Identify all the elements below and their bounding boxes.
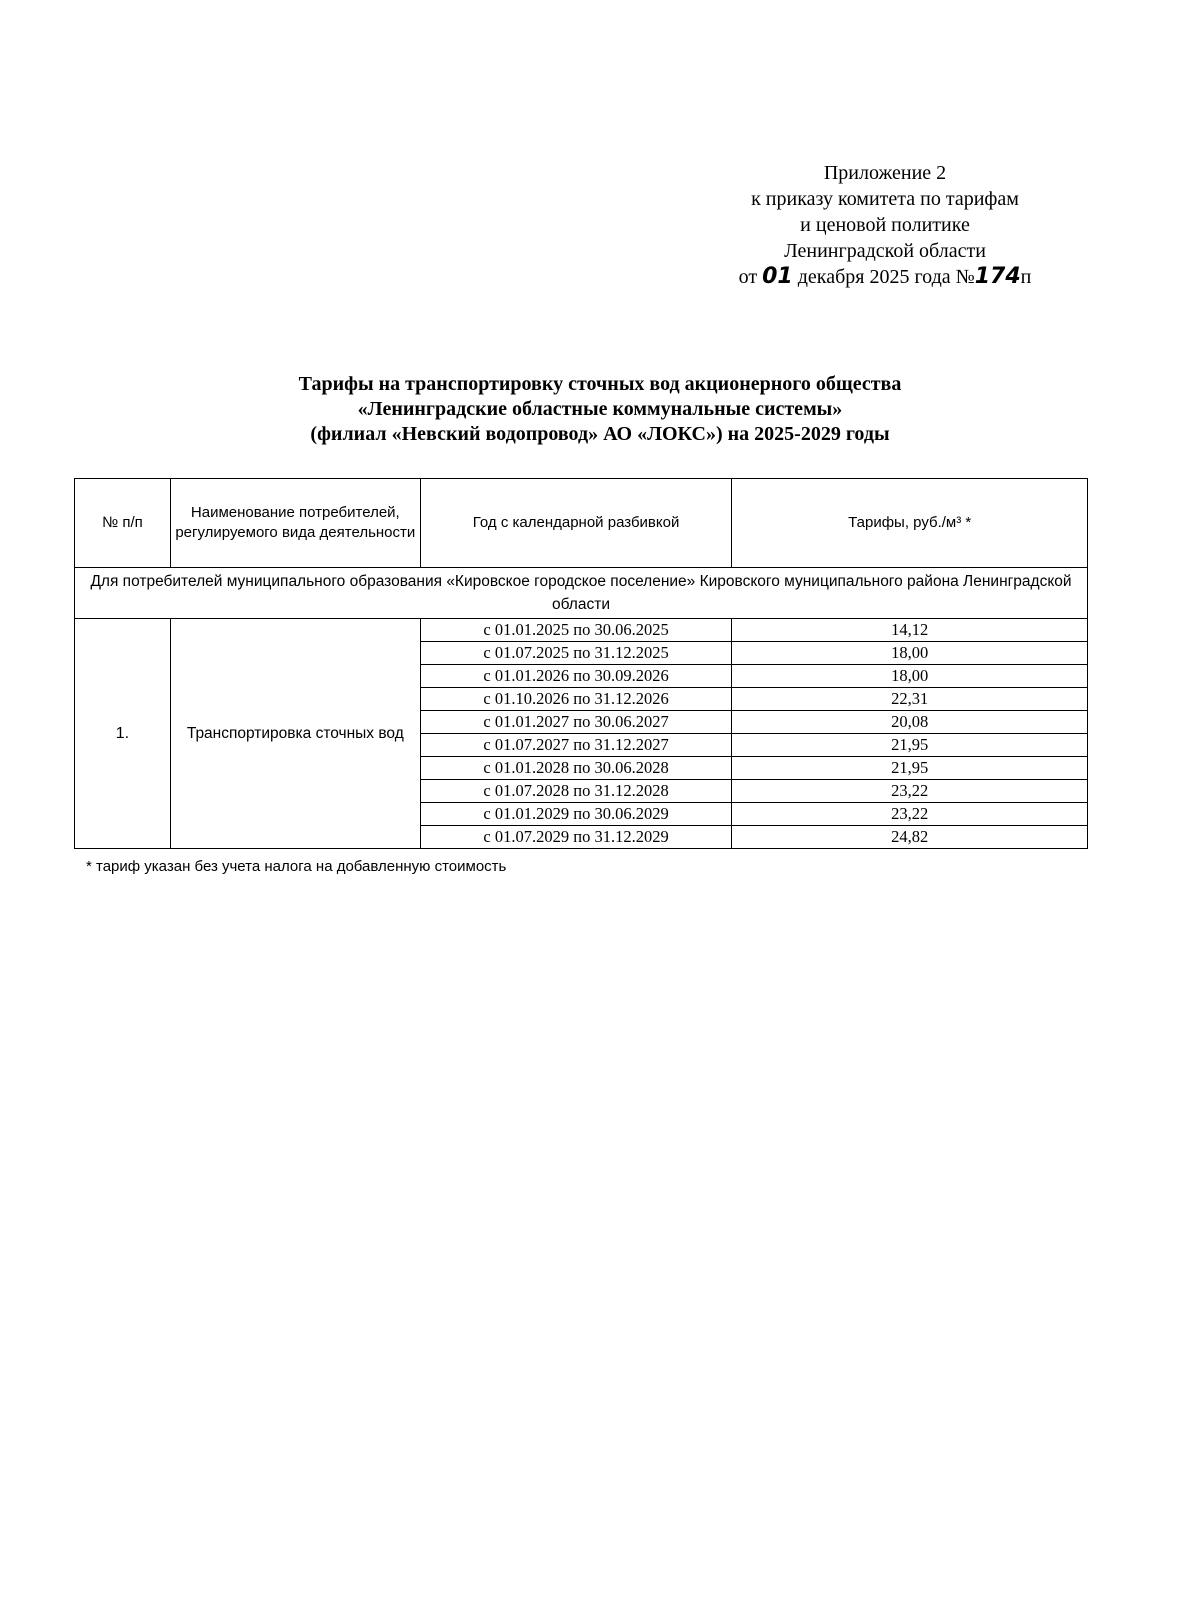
consumer-name: Транспортировка сточных вод: [170, 619, 420, 849]
header-period: Год с календарной разбивкой: [420, 479, 732, 568]
document-title: [120, 372, 1080, 447]
order-day-handwritten: 01: [762, 264, 793, 289]
tariff-cell: 22,31: [732, 688, 1088, 711]
tariff-cell: 18,00: [732, 642, 1088, 665]
period-cell: с 01.01.2028 по 30.06.2028: [420, 757, 732, 780]
appendix-line-2: к приказу комитета по тарифам: [751, 188, 1019, 210]
title-line-1: Тарифы на транспортировку сточных вод акционерного общества: [298, 373, 902, 395]
table-row: [75, 619, 1088, 642]
tariff-cell: 23,22: [732, 803, 1088, 826]
appendix-line-1: Приложение 2: [823, 162, 947, 184]
tariff-cell: 14,12: [732, 619, 1088, 642]
row-number: 1.: [75, 619, 171, 849]
period-cell: с 01.07.2025 по 31.12.2025: [420, 642, 732, 665]
tariff-cell: 18,00: [732, 665, 1088, 688]
tariff-cell: 24,82: [732, 826, 1088, 849]
header-num: № п/п: [75, 479, 171, 568]
appendix-header: [700, 160, 1070, 290]
tariff-cell: 21,95: [732, 734, 1088, 757]
tariff-table: [74, 478, 1088, 849]
order-number-suffix: п: [1020, 266, 1032, 288]
header-consumer: Наименование потребителей, регулируемого вида деятельности: [170, 479, 420, 568]
tariff-cell: 20,08: [732, 711, 1088, 734]
title-line-2: «Ленинградские областные коммунальные системы»: [357, 398, 843, 420]
footnote-text: * тариф указан без учета налога на добавленную стоимость: [86, 858, 507, 875]
tariff-cell: 21,95: [732, 757, 1088, 780]
group-title: Для потребителей муниципального образования «Кировское городское поселение» Кировского муниципального района Ленинградской области: [75, 568, 1088, 619]
period-cell: с 01.07.2029 по 31.12.2029: [420, 826, 732, 849]
header-tariff: Тарифы, руб./м³ *: [732, 479, 1088, 568]
appendix-line-3: и ценовой политике: [800, 214, 970, 236]
period-cell: с 01.01.2025 по 30.06.2025: [420, 619, 732, 642]
period-cell: с 01.07.2027 по 31.12.2027: [420, 734, 732, 757]
footnote: [86, 858, 506, 875]
title-line-3: (филиал «Невский водопровод» АО «ЛОКС») на 2025-2029 годы: [310, 423, 890, 445]
tariff-cell: 23,22: [732, 780, 1088, 803]
order-number-handwritten: 174: [974, 264, 1021, 289]
table-header-row: [75, 479, 1088, 568]
period-cell: с 01.01.2027 по 30.06.2027: [420, 711, 732, 734]
period-cell: с 01.01.2029 по 30.06.2029: [420, 803, 732, 826]
appendix-order-line: [700, 264, 1070, 290]
period-cell: с 01.10.2026 по 31.12.2026: [420, 688, 732, 711]
order-date-middle: декабря 2025 года №: [797, 266, 975, 288]
period-cell: с 01.07.2028 по 31.12.2028: [420, 780, 732, 803]
order-date-prefix: от: [738, 266, 758, 288]
group-row: [75, 568, 1088, 619]
period-cell: с 01.01.2026 по 30.09.2026: [420, 665, 732, 688]
appendix-line-4: Ленинградской области: [784, 240, 986, 262]
